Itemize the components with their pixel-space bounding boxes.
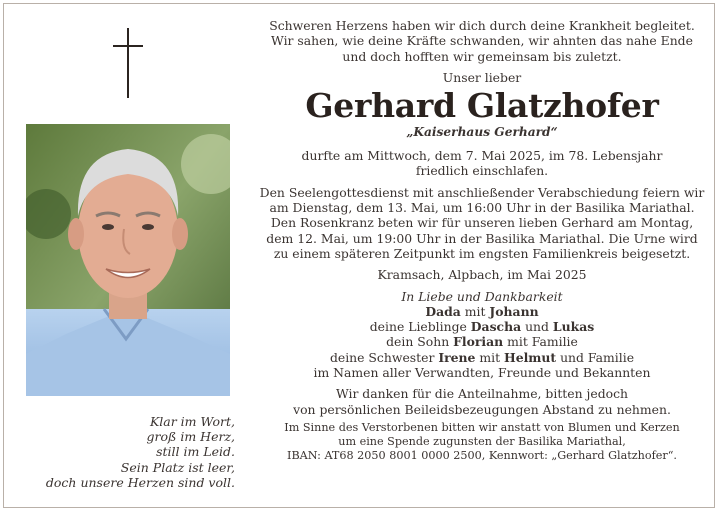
donation-line: IBAN: AT68 2050 8001 0000 2500, Kennwort: „Gerhard Glatzhofer“. (287, 448, 677, 462)
donation-line: um eine Spende zugunsten der Basilika Mariathal, (338, 434, 626, 448)
lieber-line: Unser lieber (442, 69, 522, 85)
poem-line: doch unsere Herzen sind voll. (45, 474, 235, 490)
family-name: Irene (438, 349, 476, 365)
family-line (248, 350, 716, 365)
nickname: „Kaiserhaus Gerhard“ (406, 125, 558, 140)
intro-line: und doch hofften wir gemeinsam bis zuletzt. (342, 48, 622, 64)
family-name: Helmut (504, 349, 557, 365)
portrait-photo (26, 124, 230, 396)
service-line: Den Seelengottesdienst mit anschließender Verabschiedung feiern wir (259, 184, 705, 200)
family-name: Johann (489, 303, 539, 319)
family-line (248, 319, 716, 334)
family-name: Dascha (470, 319, 522, 335)
family-name: Florian (453, 334, 504, 350)
family-line: im Namen aller Verwandten, Freunde und Bekannten (313, 365, 651, 381)
family-text: dein Sohn (386, 334, 454, 350)
family-name: Dada (425, 303, 461, 319)
service-line: dem 12. Mai, um 19:00 Uhr in der Basilika Mariathal. Die Urne wird (266, 230, 698, 246)
death-line: friedlich einschlafen. (415, 163, 549, 179)
poem-line: groß im Herz, (146, 429, 235, 445)
family-text: und (521, 319, 553, 335)
deceased-name: Gerhard Glatzhofer (305, 86, 659, 126)
thanks-line: Wir danken für die Anteilnahme, bitten jedoch (335, 386, 629, 402)
intro-line: Schweren Herzens haben wir dich durch deine Krankheit begleitet. (269, 18, 695, 33)
family-text: mit Familie (503, 334, 578, 350)
thanks-line: von persönlichen Beileidsbezeugungen Abstand zu nehmen. (293, 401, 671, 417)
donation-line: Im Sinne des Verstorbenen bitten wir anstatt von Blumen und Kerzen (284, 420, 680, 434)
place-date: Kramsach, Alpbach, im Mai 2025 (377, 267, 587, 283)
family-text: mit (460, 303, 490, 319)
family-text: und Familie (556, 349, 635, 365)
poem-line: still im Leid. (156, 444, 235, 460)
poem-line: Klar im Wort, (149, 414, 235, 429)
poem-line: Sein Platz ist leer, (120, 459, 235, 475)
cross-icon (113, 28, 143, 98)
notice-text (248, 18, 716, 463)
in-love-line: In Liebe und Dankbarkeit (401, 288, 563, 304)
family-line (248, 304, 716, 319)
family-text: deine Lieblinge (369, 319, 471, 335)
death-line: durfte am Mittwoch, dem 7. Mai 2025, im 78. Lebensjahr (301, 148, 663, 164)
family-line (248, 334, 716, 349)
service-line: am Dienstag, dem 13. Mai, um 16:00 Uhr in der Basilika Mariathal. (269, 200, 695, 216)
service-line: zu einem späteren Zeitpunkt im engsten Familienkreis beigesetzt. (273, 245, 691, 261)
family-text: mit (475, 349, 504, 365)
family-text: deine Schwester (329, 349, 439, 365)
intro-line: Wir sahen, wie deine Kräfte schwanden, wir ahnten das nahe Ende (271, 33, 693, 49)
family-name: Lukas (552, 319, 595, 335)
poem (20, 414, 235, 490)
service-line: Den Rosenkranz beten wir für unseren lieben Gerhard am Montag, (270, 215, 694, 231)
